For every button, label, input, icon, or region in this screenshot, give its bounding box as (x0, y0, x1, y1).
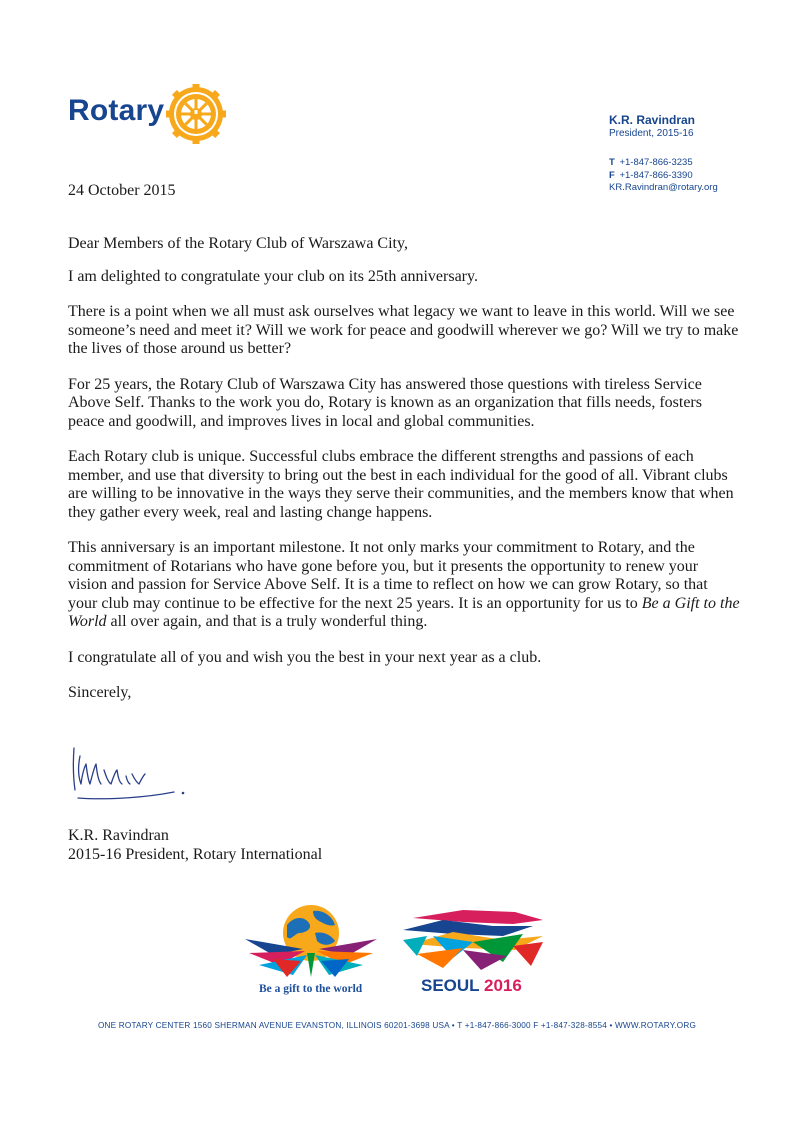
theme-globe-icon (243, 903, 383, 983)
rotary-wordmark: Rotary (68, 94, 165, 127)
email-line (609, 182, 718, 195)
handwritten-signature (64, 742, 194, 806)
theme-badge (243, 903, 383, 998)
paragraph-closing-wish: I congratulate all of you and wish you the best in your next year as a club. (68, 648, 542, 666)
milestone-text: This anniversary is an important milestone. It not only marks your commitment to Rotary, and the commitment of Rotarians who have gone before you, but it presents the opportunity to renew your vision and passion for Service Above Self. It is a time to reflect on how we can grow Rotary, so that your club may continue to be effective for the next 25 years. It is an opportunity for us to (68, 539, 708, 612)
signer-name: K.R. Ravindran (68, 827, 169, 844)
paragraph-legacy: There is a point when we all must ask ourselves what legacy we want to leave in this world. Will we see someone’s need and meet it? Will we work for peace and goodwill wherever we go? Will we try to make the lives of those around us better? (68, 303, 739, 357)
fax-number: +1-847-866-3390 (619, 169, 693, 181)
salutation: Dear Members of the Rotary Club of Warszawa City, (68, 235, 408, 252)
sender-name: K.R. Ravindran (609, 113, 696, 127)
sender-role: President, 2015-16 (609, 128, 694, 139)
fax-label: F (609, 169, 615, 181)
convention-city: SEOUL (421, 976, 480, 995)
convention-year: 2016 (484, 976, 522, 995)
seoul-convention-emblem (403, 906, 548, 974)
rotary-wheel-icon (166, 84, 226, 144)
phone-label: T (609, 157, 615, 168)
letter-date: 24 October 2015 (68, 182, 176, 199)
paragraph-unique: Each Rotary club is unique. Successful clubs embrace the different strengths and passions of each member, and use that diversity to bring out the best in each individual for the good of all. Vibrant clubs are willing to be innovative in the ways they serve their communities, and the members know that when they gather every week, real and lasting change happens. (68, 448, 734, 521)
letterhead-footer: ONE ROTARY CENTER 1560 SHERMAN AVENUE EVANSTON, ILLINOIS 60201-3698 USA • T +1-847-866-3000 F +1-847-328-8554 • WWW.ROTARY.ORG (97, 1021, 697, 1030)
email-address[interactable]: KR.Ravindran@rotary.org (609, 182, 718, 193)
phone-line (609, 157, 718, 170)
paragraph-service: For 25 years, the Rotary Club of Warszawa City has answered those questions with tireless Service Above Self. Thanks to the work you do, Rotary is known as an organization that fills needs, fosters peace and goodwill, and improves lives in local and global communities. (68, 375, 702, 430)
letter-body (68, 235, 740, 720)
paragraph-congratulation: I am delighted to congratulate your club on its 25th anniversary. (68, 267, 478, 285)
fax-line (609, 170, 718, 183)
rotary-logo (68, 84, 248, 144)
convention-badge (403, 906, 548, 998)
signer-title: 2015-16 President, Rotary International (68, 846, 323, 863)
theme-caption: Be a gift to the world (259, 983, 363, 995)
milestone-text-end: all over again, and that is a truly wonderful thing. (106, 613, 428, 630)
convention-caption (421, 976, 522, 996)
closing: Sincerely, (68, 684, 132, 701)
signoff-block (68, 826, 322, 864)
theme-emphasis: Be a Gift to the World (68, 594, 740, 630)
paragraph-milestone (68, 539, 740, 632)
sender-contacts (609, 157, 718, 195)
sender-block (609, 113, 718, 195)
phone-number: +1-847-866-3235 (619, 157, 693, 168)
